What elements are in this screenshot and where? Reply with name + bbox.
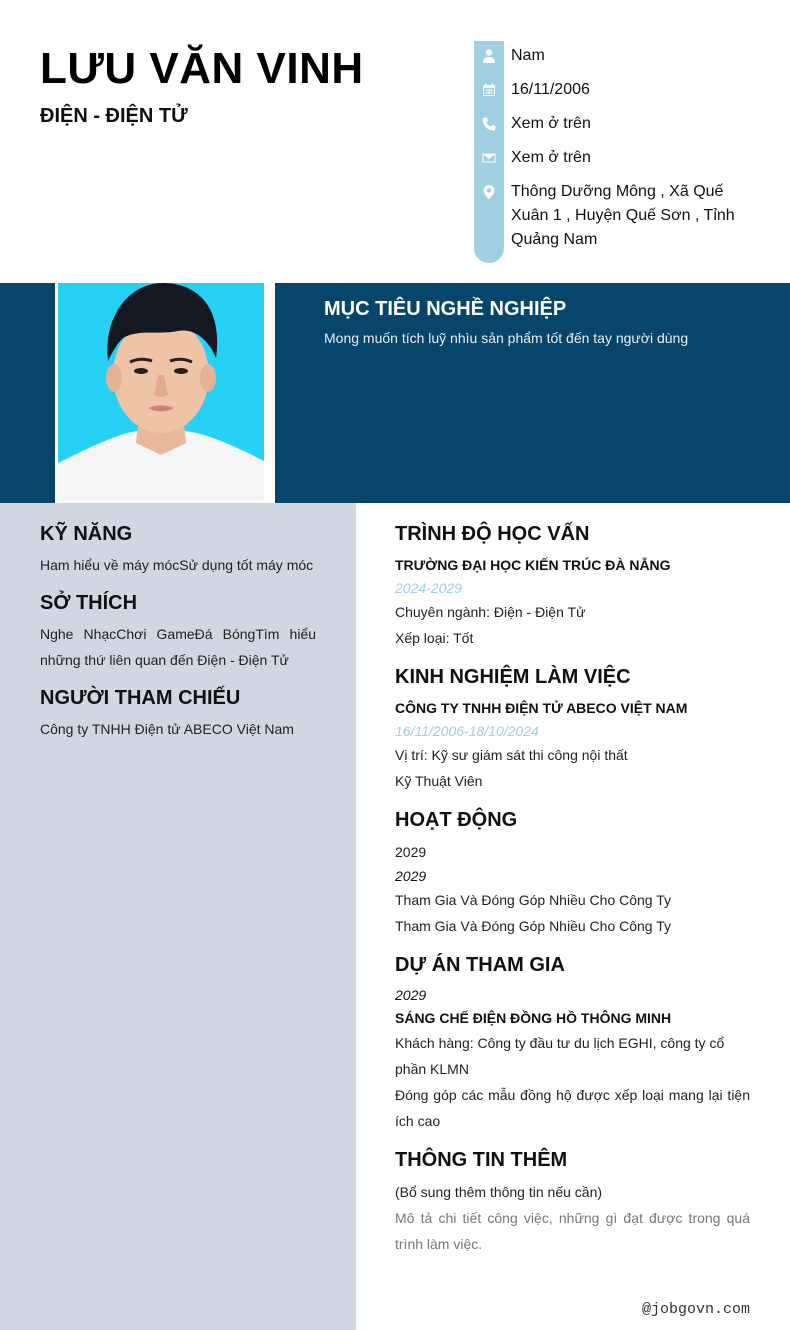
projects-name: SÁNG CHẾ ĐIỆN ĐỒNG HỒ THÔNG MINH xyxy=(395,1010,672,1026)
references-heading: NGƯỜI THAM CHIẾU xyxy=(40,687,241,709)
contact-list xyxy=(474,41,764,252)
skills-text: Ham hiểu về máy mócSử dụng tốt máy móc xyxy=(40,557,314,573)
contact-phone-text: Xem ở trên xyxy=(511,115,591,132)
activities-line-2: Tham Gia Và Đóng Góp Nhiều Cho Công Ty xyxy=(395,918,672,934)
candidate-name: LƯU VĂN VINH xyxy=(40,44,364,93)
candidate-role: ĐIỆN - ĐIỆN TỬ xyxy=(40,105,188,127)
activities-section xyxy=(395,809,750,939)
contact-phone xyxy=(474,109,764,143)
right-column xyxy=(356,503,790,1330)
experience-heading: KINH NGHIỆM LÀM VIỆC xyxy=(395,666,631,688)
experience-detail: Kỹ Thuật Viên xyxy=(395,773,483,789)
projects-heading: DỰ ÁN THAM GIA xyxy=(395,954,565,976)
experience-period: 16/11/2006-18/10/2024 xyxy=(395,723,539,739)
education-period: 2024-2029 xyxy=(395,580,462,596)
hobbies-heading: SỞ THÍCH xyxy=(40,592,138,614)
contact-birthdate xyxy=(474,75,764,109)
education-heading: TRÌNH ĐỘ HỌC VẤN xyxy=(395,523,590,545)
photo-frame xyxy=(55,283,275,503)
extra-info-note: (Bổ sung thêm thông tin nếu cần) xyxy=(395,1184,603,1200)
watermark: @jobgovn.com xyxy=(641,1301,750,1318)
education-section xyxy=(395,523,750,651)
user-icon xyxy=(474,41,504,71)
activities-year-italic: 2029 xyxy=(395,868,427,884)
extra-info-heading: THÔNG TIN THÊM xyxy=(395,1149,568,1171)
projects-year: 2029 xyxy=(395,987,427,1003)
experience-position: Vị trí: Kỹ sư giám sát thi công nội thất xyxy=(395,747,628,763)
objective-title: MỤC TIÊU NGHỀ NGHIỆP xyxy=(324,298,567,320)
contact-birthdate-text: 16/11/2006 xyxy=(511,81,590,98)
activities-heading: HOẠT ĐỘNG xyxy=(395,809,518,831)
contact-address-text: Thông Dưỡng Mông , Xã Quế Xuân 1 , Huyện Quế Sơn , Tỉnh Quảng Nam xyxy=(511,183,735,248)
references-text: Công ty TNHH Điện tử ABECO Việt Nam xyxy=(40,721,294,737)
phone-icon xyxy=(474,109,504,139)
education-school: TRƯỜNG ĐẠI HỌC KIẾN TRÚC ĐÀ NẴNG xyxy=(395,557,671,573)
extra-info-section xyxy=(395,1149,750,1257)
contact-email-text: Xem ở trên xyxy=(511,149,591,166)
education-grade: Xếp loại: Tốt xyxy=(395,630,474,646)
portrait-photo xyxy=(58,283,264,503)
projects-section xyxy=(395,954,750,1134)
left-column xyxy=(0,503,356,1330)
education-major: Chuyên ngành: Điện - Điện Tử xyxy=(395,604,586,620)
location-icon xyxy=(474,177,504,207)
contact-email xyxy=(474,143,764,177)
projects-client: Khách hàng: Công ty đầu tư du lịch EGHI, công ty cổ phần KLMN xyxy=(395,1035,725,1077)
experience-company: CÔNG TY TNHH ĐIỆN TỬ ABECO VIỆT NAM xyxy=(395,700,688,716)
activities-year: 2029 xyxy=(395,844,427,860)
activities-line-1: Tham Gia Và Đóng Góp Nhiều Cho Công Ty xyxy=(395,892,672,908)
objective-band xyxy=(0,283,790,503)
email-icon xyxy=(474,143,504,173)
contact-gender xyxy=(474,41,764,75)
experience-section xyxy=(395,666,750,794)
contact-gender-text: Nam xyxy=(511,47,545,64)
contact-address xyxy=(474,177,764,252)
hobbies-text: Nghe NhạcChơi GameĐá BóngTìm hiểu những thứ liên quan đến Điện - Điện Tử xyxy=(40,626,316,668)
calendar-icon xyxy=(474,75,504,105)
cv-header xyxy=(0,0,790,283)
projects-contribution: Đóng góp các mẫu đồng hộ được xếp loại mang lại tiện ích cao xyxy=(395,1087,750,1129)
extra-info-description: Mô tả chi tiết công việc, những gì đạt được trong quá trình làm việc. xyxy=(395,1210,750,1252)
skills-heading: KỸ NĂNG xyxy=(40,523,133,545)
objective-text: Mong muốn tích luỹ nhìu sản phẩm tốt đến tay người dùng xyxy=(324,330,689,346)
